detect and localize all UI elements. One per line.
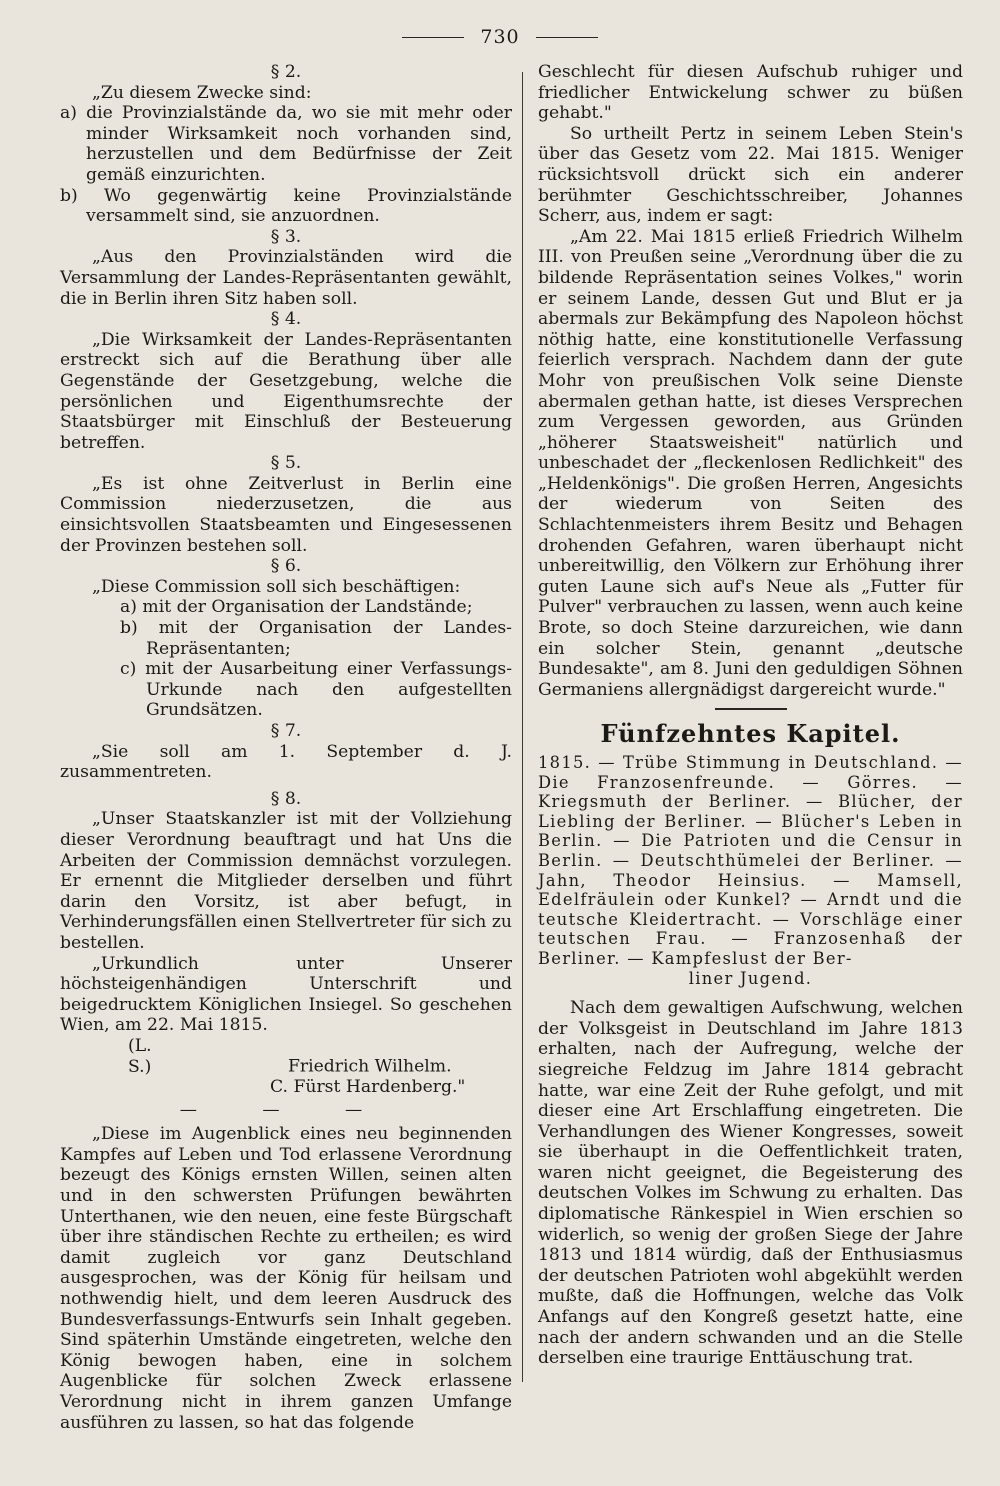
chapter-separator-rule: [715, 708, 787, 710]
list-item: b) Wo gegenwärtig keine Provinzialstände versammelt sind, sie anzuordnen.: [60, 185, 512, 227]
left-column: [60, 62, 512, 1433]
list-item: b) mit der Organisation der Landes-Repräsentanten;: [120, 618, 512, 659]
page-number: 730: [480, 26, 520, 48]
paragraph: „Sie soll am 1. September d. J. zusammentreten.: [60, 741, 512, 783]
countersignature: C. Fürst Hardenberg.": [270, 1077, 466, 1098]
paragraph: „Diese Commission soll sich beschäftigen:: [92, 576, 461, 597]
paragraph: So urtheilt Pertz in seinem Leben Stein's über das Gesetz vom 22. Mai 1815. Weniger rücksichtsvoll drückt sich ein anderer berühmter Geschichtsschreiber, Johannes Scherr, aus, indem er sagt:: [538, 123, 963, 227]
chapter-text: Nach dem gewaltigen Aufschwung, welchen der Volksgeist in Deutschland im Jahre 1813 erhalten, nach der Aufregung, welche der siegreiche Feldzug im Jahre 1814 gebracht hatte, war eine Zeit der Ruhe gefolgt, und mit dieser eine Art Erschlaffung eingetreten. Die Verhandlungen des Wiener Kongresses, soweit sie überhaupt in die Oeffentlichkeit traten, waren nicht geeignet, die Begeisterung des deutschen Volkes im Schwung zu erhalten. Das diplomatische Ränkespiel in Wien erschien so widerlich, so wenig der großen Siege der Jahre 1813 und 1814 würdig, daß der Enthusiasmus der deutschen Patrioten wohl abgekühlt werden mußte, daß die Hoffnungen, welche das Volk Anfangs auf den Kongreß gesetzt hatte, eine nach der andern schwanden und an die Stelle derselben eine traurige Enttäuschung trat.: [538, 998, 963, 1369]
chapter-summary-last: liner Jugend.: [688, 968, 813, 988]
paragraph: „Zu diesem Zwecke sind:: [92, 82, 312, 103]
page-header: [0, 26, 1000, 48]
paragraph: „Am 22. Mai 1815 erließ Friedrich Wilhelm III. von Preußen seine „Verordnung über die zu bildende Repräsentation seines Volkes," worin er seinem Lande, dessen Gut und Blut er ja abermals zur Bekämpfung des Napoleon höchst nöthig hatte, eine konstitutionelle Verfassung feierlich versprach. Nachdem dann der gute Mohr von preußischen Volk seine Dienste abermalen gethan hatte, ist dieses Versprechen zum Vergessen geworden, aus Gründen „höherer Staatsweisheit" natürlich und unbeschadet der „fleckenlosen Redlichkeit" des „Heldenkönigs". Die großen Herren, Angesichts der wiederum von Seiten des Schlachtenmeisters ihrem Besitz und Behagen drohenden Gefahren, waren überhaupt nicht unbereitwillig, den Völkern zur Erhöhung ihrer guten Laune sich auf's Neue als „Futter für Pulver" verbrauchen zu lassen, wenn auch keine Brote, so doch Steine darzureichen, wie dann ein solcher Stein, genannt „deutsche Bundesakte", am 8. Juni den geduldigen Söhnen Germaniens allergnädigst dargereicht wurde.": [538, 226, 963, 700]
chapter-title: Fünfzehntes Kapitel.: [600, 719, 901, 749]
list-item: a) die Provinzialstände da, wo sie mit mehr oder minder Wirksamkeit noch vorhanden sind, herzustellen und dem Bedürfnisse der Zeit gemäß einzurichten.: [60, 103, 512, 185]
paragraph: „Es ist ohne Zeitverlust in Berlin eine Commission niederzusetzen, die aus einsichtsvollen Staatsbeamten und Eingesessenen der Provinzen bestehen soll.: [60, 473, 512, 556]
paragraph: „Urkundlich unter Unserer höchsteigenhändigen Unterschrift und beigedrucktem Königlichen Insiegel. So geschehen Wien, am 22. Mai 1815.: [60, 953, 512, 1036]
section-heading: § 6.: [270, 556, 302, 577]
section-heading: § 5.: [270, 453, 302, 474]
signature-name: Friedrich Wilhelm.: [288, 1056, 452, 1077]
chapter-summary-text: 1815. — Trübe Stimmung in Deutschland. — Die Franzosenfreunde. — Görres. — Kriegsmuth der Berliner. — Blücher, der Liebling der Berliner. — Blücher's Leben in Berlin. — Die Patrioten und die Censur in Berlin. — Deutschthümelei der Berliner. — Jahn, Theodor Heinsius. — Mamsell, Edelfräulein oder Kunkel? — Arndt und die teutsche Kleidertracht. — Vorschläge einer teutschen Frau. — Franzosenhaß der Berliner. — Kampfeslust der Ber-: [538, 753, 963, 968]
paragraph: Geschlecht für diesen Aufschub ruhiger und friedlicher Entwickelung schwer zu büßen gehabt.": [538, 62, 963, 124]
paragraph: „Diese im Augenblick eines neu beginnenden Kampfes auf Leben und Tod erlassene Verordnung bezeugt des Königs ernsten Willen, seinen alten und in den schwersten Prüfungen bewährten Unterthanen, wie den neuen, eine feste Bürgschaft über ihre ständischen Rechte zu ertheilen; es wird damit zugleich vor ganz Deutschland ausgesprochen, was der König für heilsam und nothwendig hielt, und dem leeren Ausdruck des Bundesverfassungs-Entwurfs sein Inhalt gegeben. Sind späterhin Umstände eingetreten, welche den König bewogen haben, eine in solchem Augenblicke für solchen Zweck erlassene Verordnung nicht in ihrem ganzen Umfange ausführen zu lassen, so hat das folgende: [60, 1124, 512, 1433]
list-item: a) mit der Organisation der Landstände;: [120, 597, 473, 618]
paragraph: „Unser Staatskanzler ist mit der Vollziehung dieser Verordnung beauftragt und hat Uns die Arbeiten der Commission demnächst vorzulegen. Er ernennt die Mitglieder derselben und führt darin den Vorsitz, ist aber befugt, in Verhinderungsfällen einen Stellvertreter für sich zu bestellen.: [60, 809, 512, 953]
signature-line: (L. S.) Friedrich Wilhelm.: [128, 1035, 452, 1077]
list-item: c) mit der Ausarbeitung einer Verfassungs-Urkunde nach den aufgestellten Grundsätzen.: [120, 659, 512, 721]
section-heading: § 2.: [270, 62, 302, 82]
column-divider: [522, 72, 523, 1382]
section-heading: § 7.: [270, 721, 302, 741]
section-heading: § 8.: [270, 788, 302, 809]
dash-separator: — — —: [179, 1099, 393, 1120]
paragraph: „Aus den Provinzialständen wird die Versammlung der Landes-Repräsentanten gewählt, die in Berlin ihren Sitz haben soll.: [60, 247, 512, 309]
header-rule-right: [536, 37, 598, 38]
right-column: [538, 62, 963, 1369]
section-heading: § 3.: [270, 226, 302, 247]
paragraph: „Die Wirksamkeit der Landes-Repräsentanten erstreckt sich auf die Berathung über alle Gegenstände der Gesetzgebung, welche die persönlichen und Eigenthumsrechte der Staatsbürger mit Einschluß der Besteuerung betreffen.: [60, 329, 512, 453]
header-rule-left: [402, 37, 464, 38]
chapter-summary: [538, 753, 963, 988]
section-heading: § 4.: [270, 309, 302, 330]
